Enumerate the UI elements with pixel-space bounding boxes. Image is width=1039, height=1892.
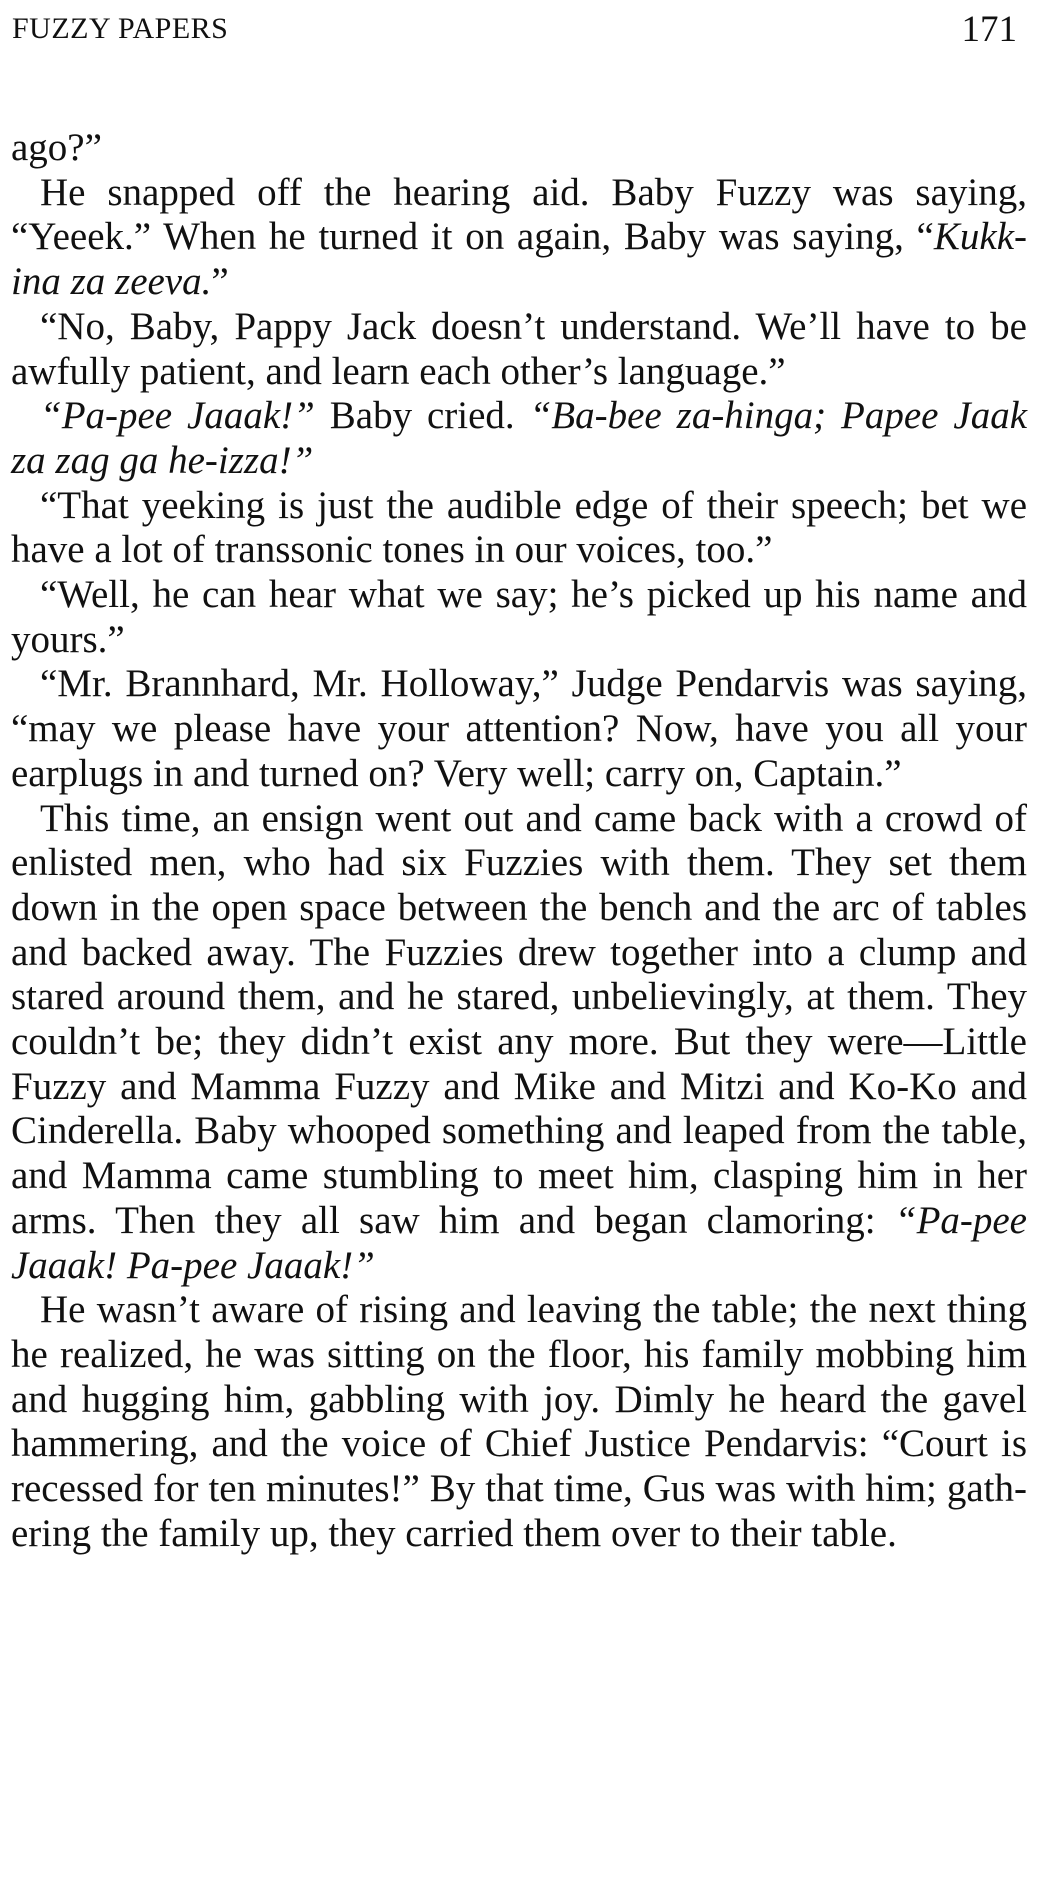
text-span: “No, Baby, Pappy Jack doesn’t understand. We’ll have to be awfully patient, and learn each other’s language.” bbox=[11, 304, 1027, 393]
text-span: ” bbox=[211, 260, 229, 304]
text-span: ago?” bbox=[11, 126, 102, 169]
text-span: This time, an ensign went out and came back with a crowd of enlisted men, who had six Fuzzies with them. They set them down in the open space between the bench and the arc of tables and backed away. The Fuzzies drew together into a clump and stared around them, and he stared, unbelievingly, at them. They couldn’t be; they didn’t exist any more. But they were—Little Fuzzy and Mamma Fuzzy and Mike and Mitzi and Ko-Ko and Cinderella. Baby whooped something and leaped from the table, and Mamma came stumbling to meet him, clasping him in her arms. Then they all saw him and began clamoring: bbox=[11, 796, 1027, 1242]
text-span: “That yeeking is just the audible edge of their speech; bet we have a lot of transsonic tones in our voices, too.” bbox=[11, 483, 1027, 572]
paragraph bbox=[11, 573, 1027, 662]
running-head bbox=[12, 8, 1017, 52]
paragraph bbox=[11, 126, 1027, 171]
italic-span: Kukk-ina za zeeva. bbox=[11, 215, 1027, 304]
text-span: He wasn’t aware of rising and leaving the table; the next thing he realized, he was sitting on the floor, his family mobbing him and hugging him, gabbling with joy. Dimly he heard the gavel hammering, and the voice of Chief Justice Pendarvis: “Court is recessed for ten minutes!” By that time, Gus was with him; gathering the family up, they carried them over to their table. bbox=[11, 1288, 1027, 1555]
italic-span: “Pa-pee Jaaak! Pa-pee Jaaak!” bbox=[11, 1198, 1027, 1287]
text-span: Baby cried. bbox=[314, 394, 530, 438]
paragraph bbox=[11, 797, 1027, 1289]
text-span: He snapped off the hearing aid. Baby Fuzzy was saying, “Yeeek.” When he turned it on again, Baby was saying, “ bbox=[11, 170, 1027, 259]
italic-span: “Ba-bee za-hinga; Papee Jaak za zag ga he-izza!” bbox=[11, 394, 1028, 482]
paragraph bbox=[11, 171, 1027, 305]
paragraph bbox=[11, 1288, 1027, 1556]
paragraph bbox=[11, 484, 1027, 573]
body-text bbox=[11, 126, 1027, 1557]
paragraph bbox=[11, 394, 1027, 483]
text-span: “Mr. Brannhard, Mr. Holloway,” Judge Pendarvis was saying, “may we please have your attention? Now, have you all your earplugs in and turned on? Very well; carry on, Captain.” bbox=[11, 662, 1027, 795]
italic-span: “Pa-pee Jaaak!” bbox=[40, 394, 315, 438]
paragraph bbox=[11, 305, 1027, 394]
running-title: FUZZY PAPERS bbox=[12, 12, 229, 45]
page-number: 171 bbox=[961, 9, 1017, 50]
text-span: “Well, he can hear what we say; he’s picked up his name and yours.” bbox=[11, 573, 1027, 661]
paragraph bbox=[11, 662, 1027, 796]
